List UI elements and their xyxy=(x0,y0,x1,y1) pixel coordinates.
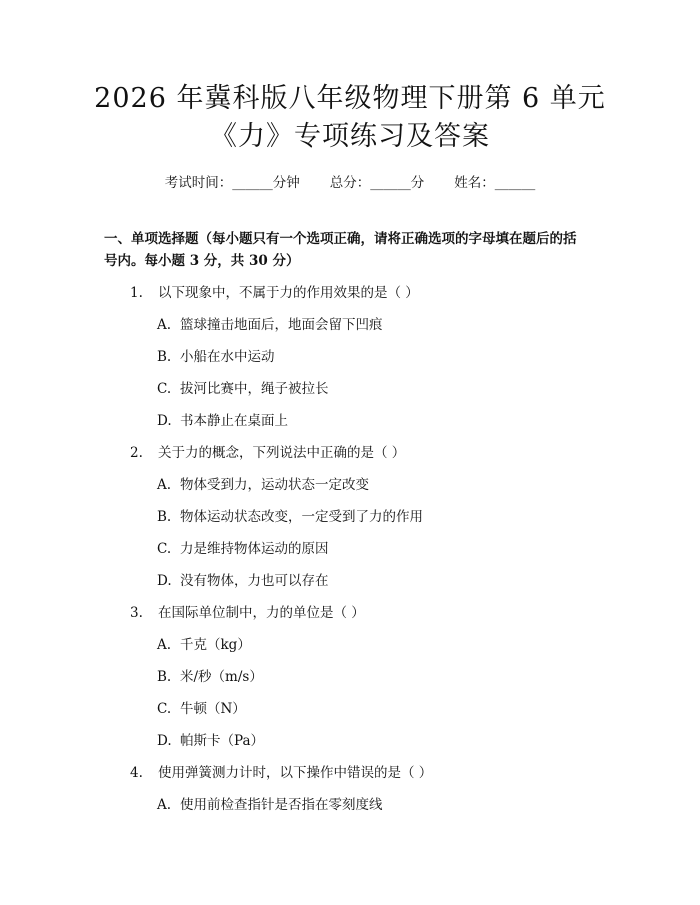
question-3 xyxy=(130,601,365,621)
option-letter: D. xyxy=(157,733,172,749)
section-heading-line-2: 号内。每小题 3 分，共 30 分） xyxy=(104,253,300,269)
question-1-option-a xyxy=(157,313,383,333)
question-3-option-b xyxy=(157,665,263,685)
option-letter: C. xyxy=(157,541,172,557)
option-letter: A. xyxy=(157,477,172,493)
question-2 xyxy=(130,441,405,461)
time-blank: ______ xyxy=(232,175,273,191)
section-heading-line-1: 一、单项选择题（每小题只有一个选项正确，请将正确选项的字母填在题后的括 xyxy=(104,231,577,247)
option-text: 物体运动状态改变，一定受到了力的作用 xyxy=(180,509,423,525)
question-stem: 在国际单位制中，力的单位是（ ） xyxy=(158,605,365,621)
question-2-option-c xyxy=(157,537,329,557)
score-unit: 分 xyxy=(410,175,425,191)
question-stem: 关于力的概念，下列说法中正确的是（ ） xyxy=(158,445,406,461)
question-stem: 以下现象中，不属于力的作用效果的是（ ） xyxy=(158,285,419,301)
question-3-option-d xyxy=(157,729,264,749)
question-2-option-d xyxy=(157,569,329,589)
option-text: 书本静止在桌面上 xyxy=(180,413,288,429)
option-text: 使用前检查指针是否指在零刻度线 xyxy=(180,797,383,813)
question-stem: 使用弹簧测力计时，以下操作中错误的是（ ） xyxy=(158,765,433,781)
name-label: 姓名： xyxy=(454,175,495,191)
question-1-option-d xyxy=(157,409,288,429)
option-text: 物体受到力，运动状态一定改变 xyxy=(180,477,369,493)
option-letter: B. xyxy=(157,349,172,365)
option-letter: C. xyxy=(157,701,172,717)
option-text: 小船在水中运动 xyxy=(180,349,275,365)
question-1-option-c xyxy=(157,377,329,397)
option-letter: A. xyxy=(157,637,172,653)
option-text: 篮球撞击地面后，地面会留下凹痕 xyxy=(180,317,383,333)
title-line-2: 《力》专项练习及答案 xyxy=(210,121,490,152)
question-3-option-c xyxy=(157,697,246,717)
option-text: 没有物体，力也可以存在 xyxy=(180,573,329,589)
option-text: 帕斯卡（Pa） xyxy=(180,733,265,749)
option-letter: D. xyxy=(157,413,172,429)
exam-meta xyxy=(0,171,700,191)
question-4 xyxy=(130,761,432,781)
option-letter: B. xyxy=(157,669,172,685)
option-text: 千克（kg） xyxy=(180,637,251,653)
time-unit: 分钟 xyxy=(272,175,300,191)
question-4-option-a xyxy=(157,793,383,813)
name-blank: ______ xyxy=(494,175,536,191)
option-text: 牛顿（N） xyxy=(180,701,246,717)
section-heading xyxy=(104,228,604,272)
option-letter: C. xyxy=(157,381,172,397)
question-3-option-a xyxy=(157,633,251,653)
question-2-option-a xyxy=(157,473,369,493)
question-number: 1. xyxy=(130,285,143,301)
question-2-option-b xyxy=(157,505,423,525)
option-text: 米/秒（m/s） xyxy=(180,669,263,685)
question-number: 4. xyxy=(130,765,143,781)
time-label: 考试时间： xyxy=(164,175,233,191)
score-label: 总分： xyxy=(329,175,371,191)
option-letter: A. xyxy=(157,797,172,813)
question-number: 3. xyxy=(130,605,143,621)
option-letter: D. xyxy=(157,573,172,589)
score-blank: ______ xyxy=(370,175,411,191)
option-letter: A. xyxy=(157,317,172,333)
question-1 xyxy=(130,281,419,301)
option-letter: B. xyxy=(157,509,172,525)
option-text: 拔河比赛中，绳子被拉长 xyxy=(180,381,329,397)
question-number: 2. xyxy=(130,445,143,461)
option-text: 力是维持物体运动的原因 xyxy=(180,541,329,557)
question-1-option-b xyxy=(157,345,275,365)
title-line-1: 2026 年冀科版八年级物理下册第 6 单元 xyxy=(94,83,606,114)
